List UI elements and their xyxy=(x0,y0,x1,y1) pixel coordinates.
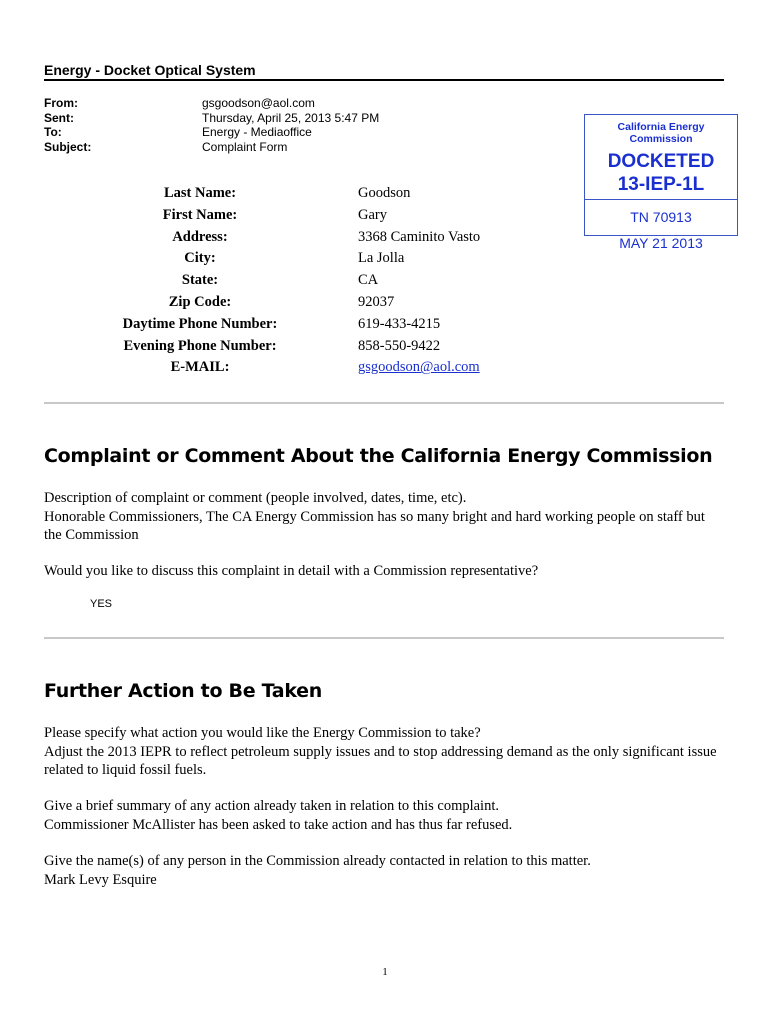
field-row xyxy=(0,336,770,358)
stamp-tn: TN 70913 xyxy=(630,209,692,225)
field-row xyxy=(0,227,770,249)
field-row xyxy=(0,270,770,292)
header-to-row xyxy=(44,125,379,140)
field-label: Zip Code: xyxy=(168,293,232,310)
section-divider xyxy=(44,402,724,404)
header-from-row xyxy=(44,96,379,111)
stamp-docket-number: 13-IEP-1L xyxy=(617,174,705,195)
field-label: City: xyxy=(184,250,216,267)
field-label: E-MAIL: xyxy=(170,359,230,376)
header-value: Energy - Mediaoffice xyxy=(202,125,312,139)
field-value: 3368 Caminito Vasto xyxy=(358,228,481,245)
action-summary xyxy=(44,797,734,834)
answer-text: Commissioner McAllister has been asked to take action and has thus far refused. xyxy=(44,816,513,833)
header-sent-row xyxy=(44,111,379,126)
field-label: Last Name: xyxy=(163,185,237,201)
page-number: 1 xyxy=(382,966,388,978)
email-header xyxy=(44,96,379,154)
field-value: Gary xyxy=(358,206,387,223)
header-value: gsgoodson@aol.com xyxy=(202,96,315,110)
answer-text: Honorable Commissioners, The CA Energy Commission has so many bright and hard working people on staff but the Commission xyxy=(44,508,705,543)
field-label: Evening Phone Number: xyxy=(123,337,277,354)
stamp-docketed: DOCKETED xyxy=(607,151,715,172)
field-value: 92037 xyxy=(358,293,395,310)
header-key: Sent: xyxy=(44,110,74,125)
section-heading-further-action: Further Action to Be Taken xyxy=(44,680,322,702)
field-value: 858-550-9422 xyxy=(358,337,441,354)
stamp-date: MAY 21 2013 xyxy=(619,235,703,251)
question-text: Please specify what action you would like the Energy Commission to take? xyxy=(44,725,481,741)
field-row xyxy=(0,205,770,227)
field-row xyxy=(0,248,770,270)
field-value: 619-433-4215 xyxy=(358,315,441,332)
action-request xyxy=(44,724,734,780)
complaint-description xyxy=(44,489,734,545)
stamp-organization: California Energy Commission xyxy=(617,121,705,145)
section-heading-complaint: Complaint or Comment About the California Energy Commission xyxy=(44,445,713,467)
field-label: Address: xyxy=(172,228,228,245)
discuss-answer: YES xyxy=(90,598,113,610)
header-key: Subject: xyxy=(44,139,92,154)
field-row xyxy=(0,314,770,336)
field-label: Daytime Phone Number: xyxy=(122,315,278,332)
answer-text: Adjust the 2013 IEPR to reflect petroleum supply issues and to stop addressing demand as the only significant issue related to liquid fossil fuels. xyxy=(44,743,717,778)
question-text: Description of complaint or comment (people involved, dates, time, etc). xyxy=(44,490,467,506)
question-text: Give a brief summary of any action already taken in relation to this complaint. xyxy=(44,798,499,814)
field-row xyxy=(0,357,770,379)
field-row xyxy=(0,292,770,314)
contact-fields xyxy=(0,183,770,379)
answer-text: Mark Levy Esquire xyxy=(44,871,157,888)
field-row xyxy=(0,183,770,205)
field-value: CA xyxy=(358,272,379,289)
question-text: Give the name(s) of any person in the Commission already contacted in relation to this matter. xyxy=(44,853,591,869)
discuss-question: Would you like to discuss this complaint in detail with a Commission representative? xyxy=(44,563,539,579)
document-title: Energy - Docket Optical System xyxy=(44,62,724,81)
header-key: To: xyxy=(44,125,62,139)
header-value: Thursday, April 25, 2013 5:47 PM xyxy=(202,110,380,125)
section-divider xyxy=(44,637,724,639)
contact-info xyxy=(44,852,734,889)
header-key: From: xyxy=(44,96,78,110)
field-label: State: xyxy=(181,272,219,289)
field-label: First Name: xyxy=(162,206,238,223)
header-value: Complaint Form xyxy=(202,139,288,154)
field-value: Goodson xyxy=(358,185,411,201)
email-link[interactable]: gsgoodson@aol.com xyxy=(358,359,480,376)
header-subject-row xyxy=(44,140,379,155)
field-value: La Jolla xyxy=(358,250,405,267)
